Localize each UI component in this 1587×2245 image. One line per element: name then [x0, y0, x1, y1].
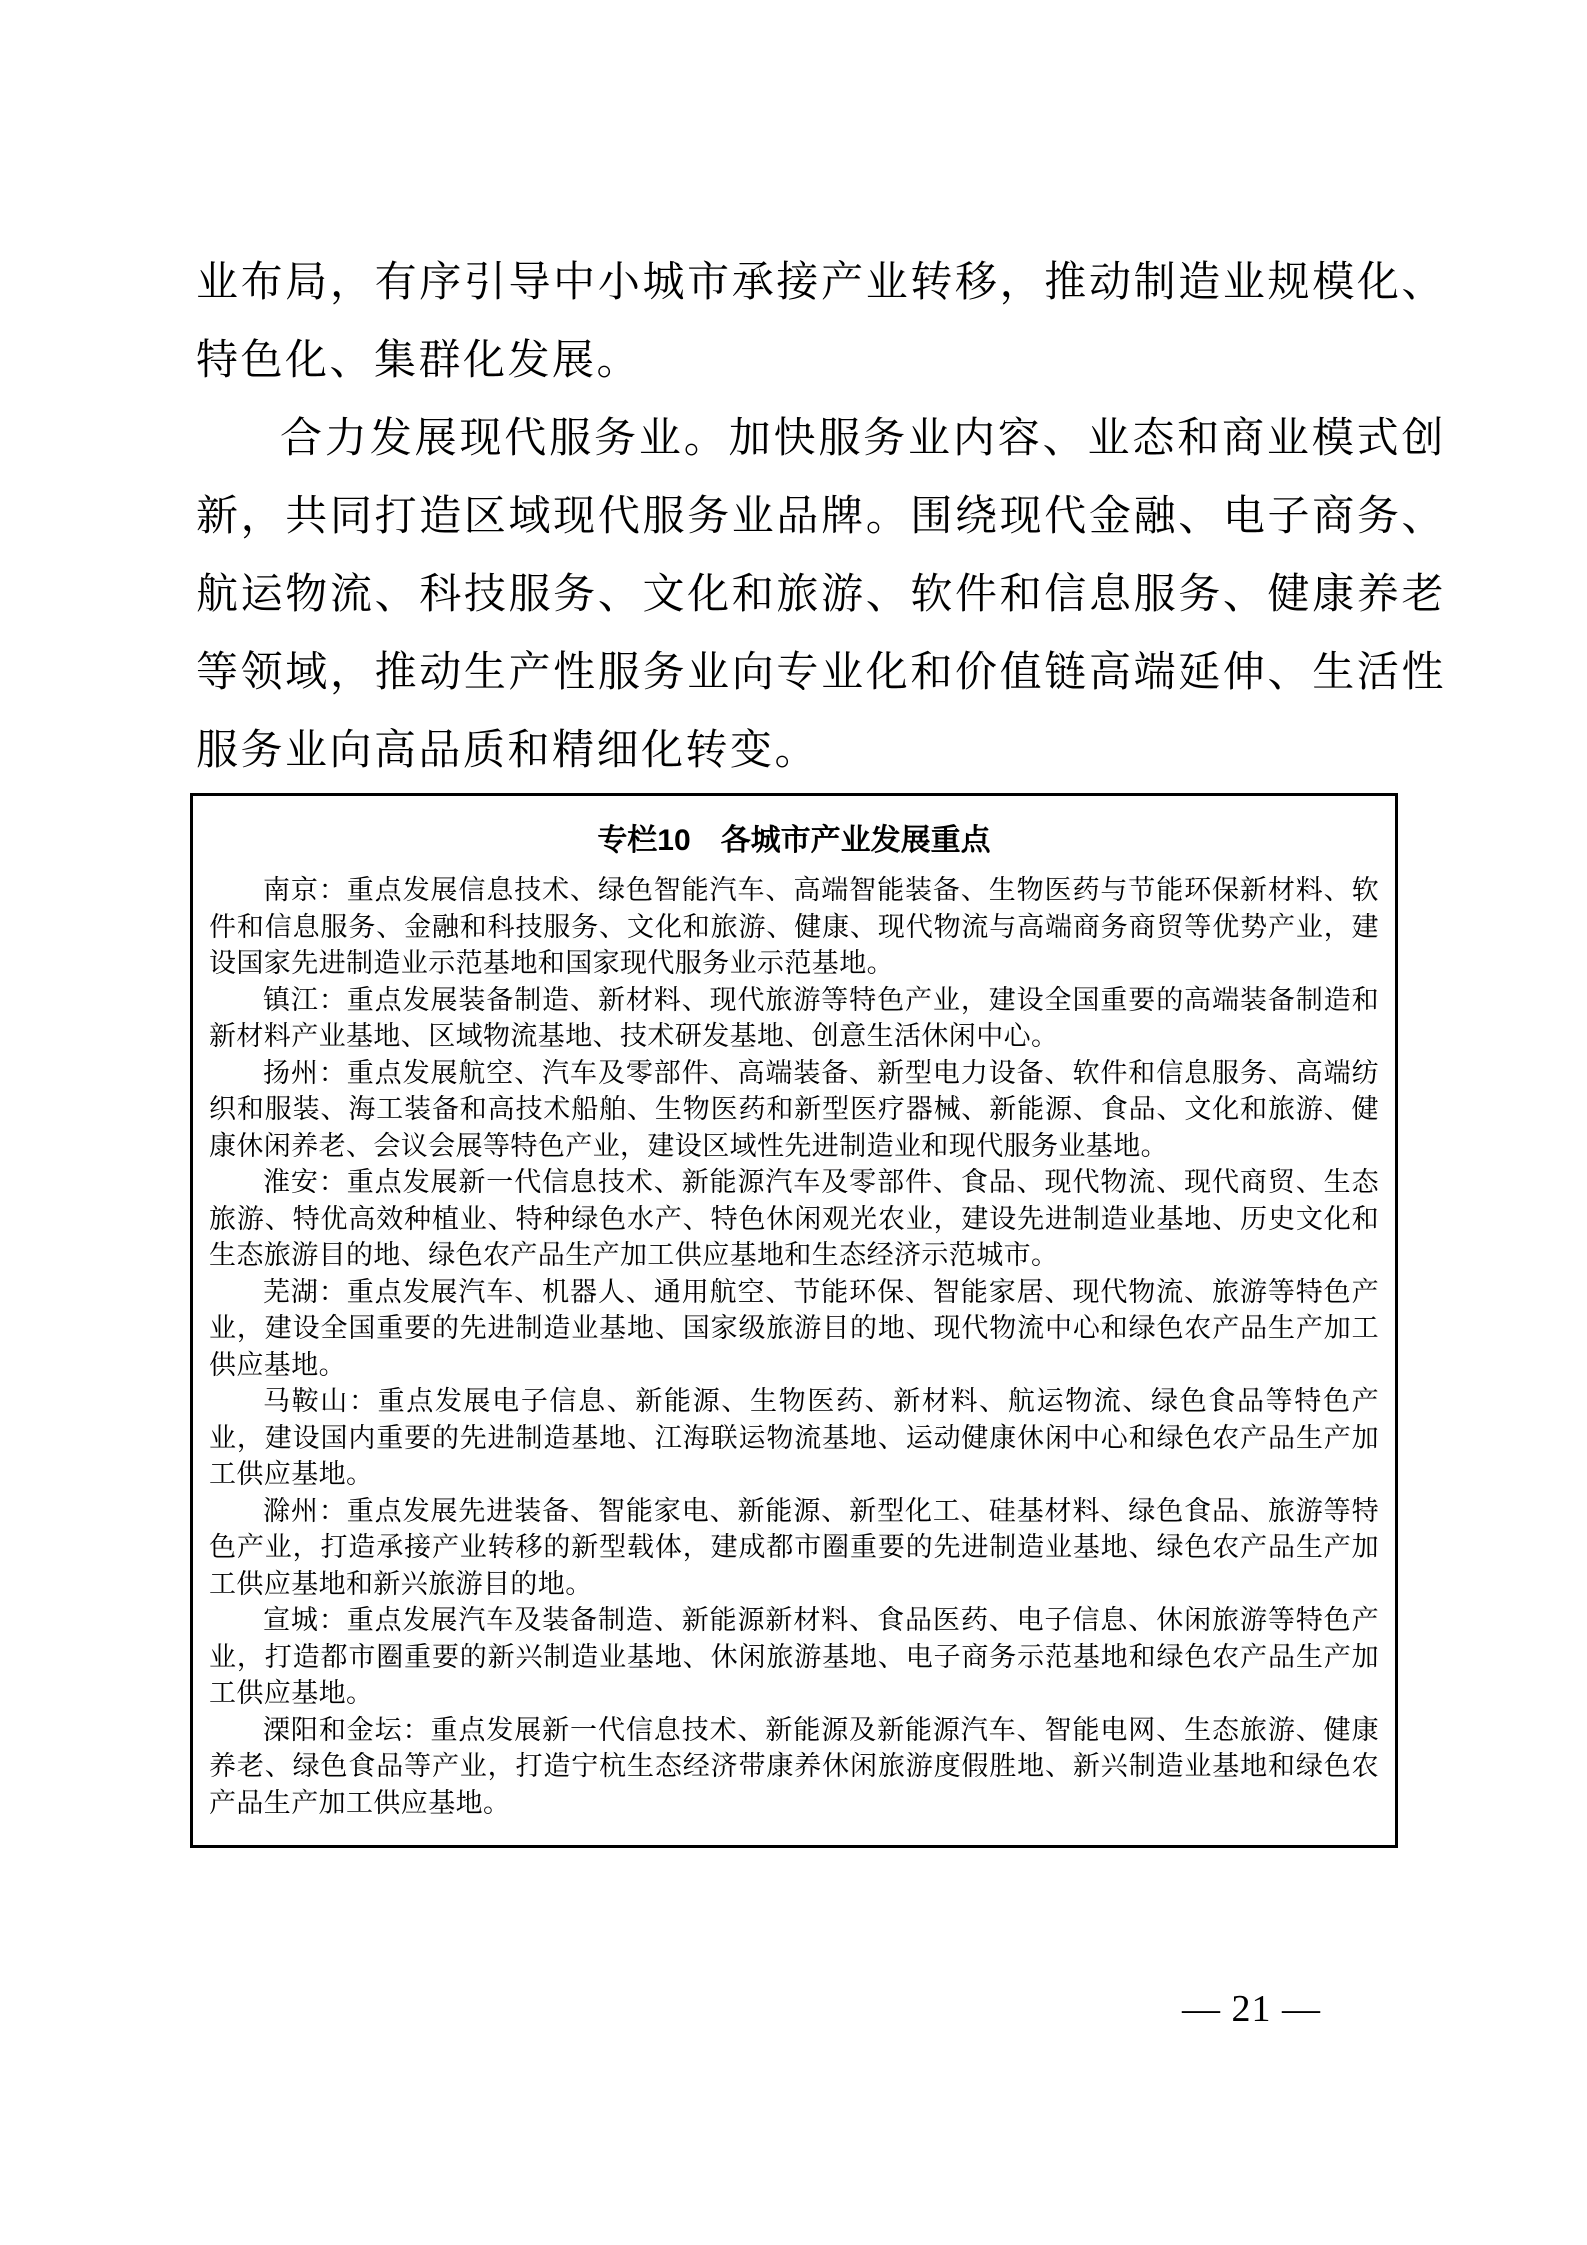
callout-box [190, 793, 1398, 1848]
box-paragraph-xuancheng: 宣城：重点发展汽车及装备制造、新能源新材料、食品医药、电子信息、休闲旅游等特色产业，打造都市圈重要的新兴制造业基地、休闲旅游基地、电子商务示范基地和绿色农产品生产加工供应基地。 [209, 1605, 1379, 1708]
box-paragraph-chuzhou: 滁州：重点发展先进装备、智能家电、新能源、新型化工、硅基材料、绿色食品、旅游等特色产业，打造承接产业转移的新型载体，建成都市圈重要的先进制造业基地、绿色农产品生产加工供应基地和新兴旅游目的地。 [209, 1495, 1379, 1599]
page-number: — 21 — [1182, 1988, 1321, 2030]
box-paragraph-liyang-jintan: 溧阳和金坛：重点发展新一代信息技术、新能源及新能源汽车、智能电网、生态旅游、健康养老、绿色食品等产业，打造宁杭生态经济带康养休闲旅游度假胜地、新兴制造业基地和绿色农产品生产加工供应基地。 [209, 1714, 1379, 1818]
body-text [196, 244, 1446, 790]
box-paragraph-yangzhou: 扬州：重点发展航空、汽车及零部件、高端装备、新型电力设备、软件和信息服务、高端纺织和服装、海工装备和高技术船舶、生物医药和新型医疗器械、新能源、食品、文化和旅游、健康休闲养老、会议会展等特色产业，建设区域性先进制造业和现代服务业基地。 [209, 1057, 1379, 1161]
box-paragraph-wuhu: 芜湖：重点发展汽车、机器人、通用航空、节能环保、智能家居、现代物流、旅游等特色产业，建设全国重要的先进制造业基地、国家级旅游目的地、现代物流中心和绿色农产品生产加工供应基地。 [209, 1276, 1379, 1380]
callout-box-title: 专栏10 各城市产业发展重点 [597, 824, 991, 857]
body-paragraph: 合力发展现代服务业。加快服务业内容、业态和商业模式创新，共同打造区域现代服务业品牌。围绕现代金融、电子商务、航运物流、科技服务、文化和旅游、软件和信息服务、健康养老等领域，推动生产性服务业向专业化和价值链高端延伸、生活性服务业向高品质和精细化转变。 [196, 416, 1446, 774]
box-paragraph-nanjing: 南京：重点发展信息技术、绿色智能汽车、高端智能装备、生物医药与节能环保新材料、软件和信息服务、金融和科技服务、文化和旅游、健康、现代物流与高端商务商贸等优势产业，建设国家先进制造业示范基地和国家现代服务业示范基地。 [209, 875, 1379, 978]
box-paragraph-huaian: 淮安：重点发展新一代信息技术、新能源汽车及零部件、食品、现代物流、现代商贸、生态旅游、特优高效种植业、特种绿色水产、特色休闲观光农业，建设先进制造业基地、历史文化和生态旅游目的地、绿色农产品生产加工供应基地和生态经济示范城市。 [209, 1167, 1379, 1270]
box-paragraph-zhenjiang: 镇江：重点发展装备制造、新材料、现代旅游等特色产业，建设全国重要的高端装备制造和新材料产业基地、区域物流基地、技术研发基地、创意生活休闲中心。 [209, 984, 1379, 1051]
box-paragraph-maanshan: 马鞍山：重点发展电子信息、新能源、生物医药、新材料、航运物流、绿色食品等特色产业，建设国内重要的先进制造基地、江海联运物流基地、运动健康休闲中心和绿色农产品生产加工供应基地。 [209, 1386, 1379, 1489]
body-paragraph-continuation: 业布局，有序引导中小城市承接产业转移，推动制造业规模化、特色化、集群化发展。 [196, 260, 1446, 384]
